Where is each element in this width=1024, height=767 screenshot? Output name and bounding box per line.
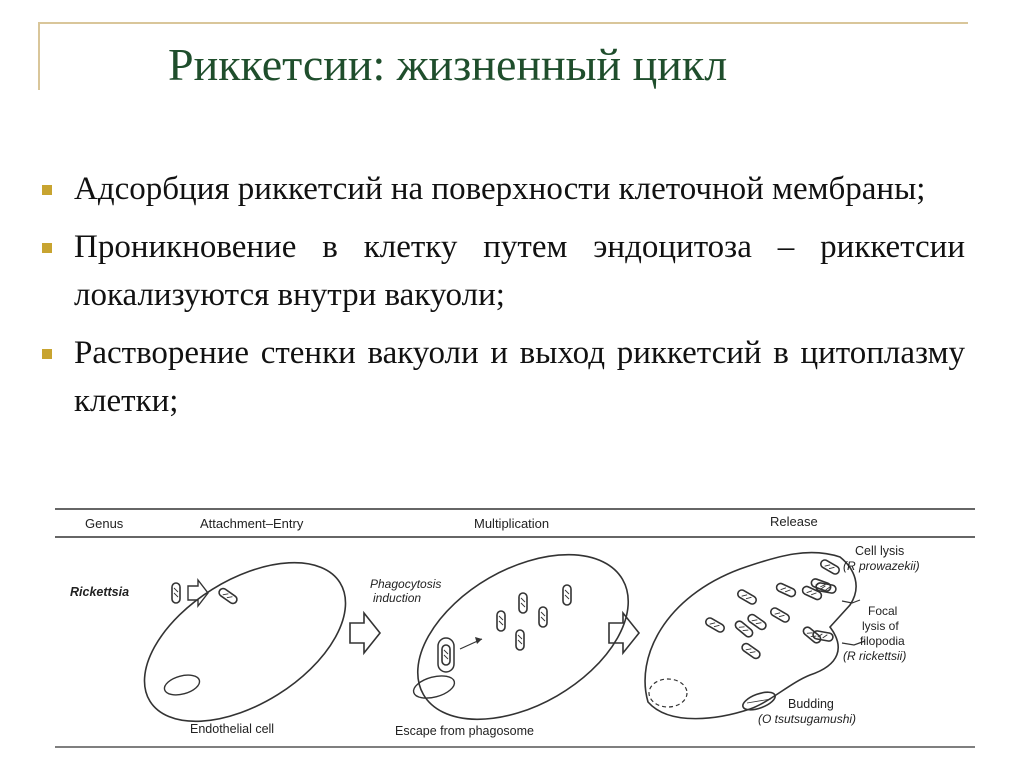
stage-arrow-icon (350, 613, 380, 653)
lysing-cell (645, 553, 856, 719)
bullet-square-icon (42, 185, 52, 195)
rickettsia-label: Rickettsia (70, 585, 130, 599)
header-genus: Genus (85, 516, 124, 531)
tsutsugamushi-label: (O tsutsugamushi) (758, 712, 857, 726)
header-attachment: Attachment–Entry (200, 516, 304, 531)
bullet-text: Растворение стенки вакуоли и выход риккетсий в цитоплазму клетки; (74, 335, 965, 419)
cell-lysis-label: Cell lysis (855, 544, 905, 558)
escape-label: Escape from phagosome (395, 724, 534, 738)
bullet-list (40, 165, 965, 435)
header-multiplication: Multiplication (474, 516, 550, 531)
filopodia-label: filopodia (860, 634, 905, 648)
phagocytosis-label: Phagocytosis (370, 577, 442, 591)
entry-arrow-icon (188, 580, 208, 606)
lysis-of-label: lysis of (862, 619, 899, 633)
focal-label: Focal (868, 604, 898, 618)
endothelial-cell-1 (117, 530, 373, 754)
endothelial-cell-label: Endothelial cell (190, 722, 275, 736)
bullet-text: Проникновение в клетку путем эндоцитоза – риккетсии локализуются внутри вакуоли; (74, 229, 965, 313)
bullet-text: Адсорбция риккетсий на поверхности клеточной мембраны; (74, 171, 926, 207)
endothelial-cell-2 (389, 521, 656, 754)
prowazekii-label: (R prowazekii) (843, 559, 920, 573)
header-release: Release (770, 514, 818, 529)
frame-left-line (38, 22, 40, 90)
slide-title: Риккетсии: жизненный цикл (168, 39, 728, 90)
bullet-square-icon (42, 349, 52, 359)
rickettsia-rod (172, 583, 180, 603)
induction-label: induction (373, 591, 422, 605)
rickettsii-label: (R rickettsii) (843, 649, 907, 663)
bullet-item (40, 329, 965, 425)
bullet-item (40, 223, 965, 319)
bullet-item (40, 165, 965, 213)
budding-label: Budding (788, 697, 834, 711)
life-cycle-diagram (50, 497, 980, 755)
frame-top-line (38, 22, 968, 24)
stage-arrow-icon (609, 613, 639, 653)
filopodia-line (842, 600, 860, 603)
bullet-square-icon (42, 243, 52, 253)
